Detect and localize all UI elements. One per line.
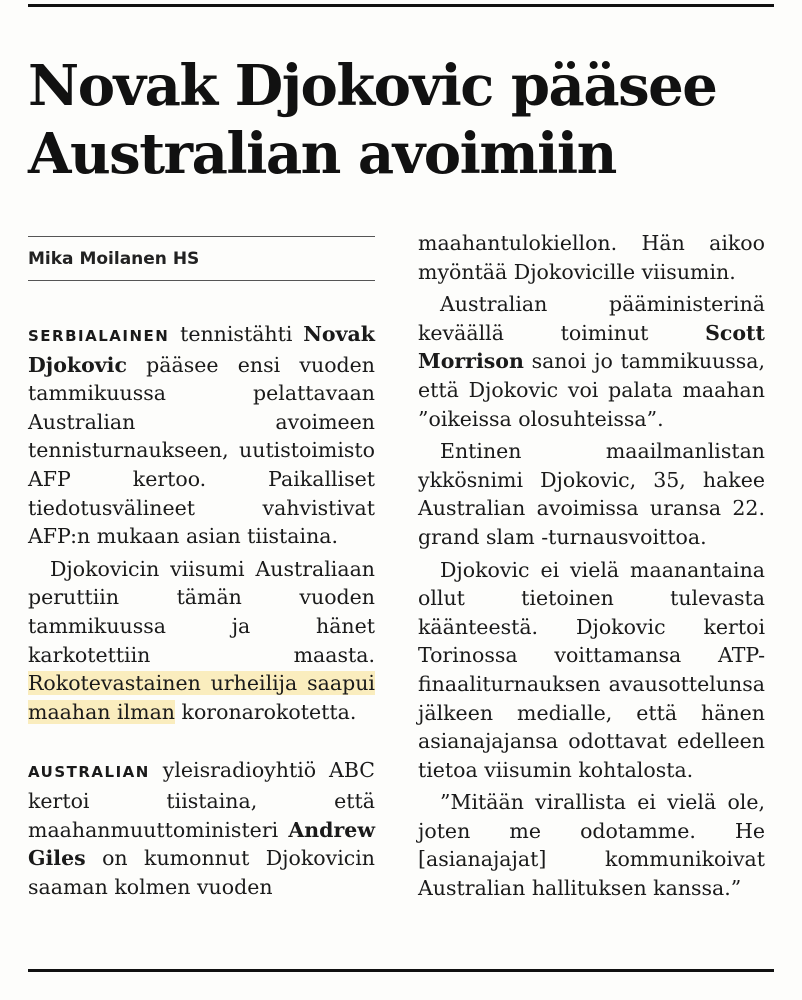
paragraph-5: Australian pääministerinä keväällä toiminut Scott Morrison sanoi jo tammikuussa, että Djokovic voi palata maahan ”oikeissa olosuhteissa”. xyxy=(418,292,765,431)
name-novak-djokovic: Novak Djokovic xyxy=(28,322,375,377)
paragraph-6: Entinen maailmanlistan ykkösnimi Djokovic, 35, hakee Australian avoimissa uransa 22. grand slam -turnausvoittoa. xyxy=(418,439,765,549)
headline: Novak Djokovic pääsee Australian avoimiin xyxy=(28,53,717,187)
bottom-rule xyxy=(28,969,774,972)
name-andrew-giles: Andrew Giles xyxy=(28,817,375,871)
paragraph-2: Djokovicin viisumi Australiaan peruttiin tämän vuoden tammikuussa ja hänet karkotettiin maasta. Rokotevastainen urheilija saapui maahan ilman koronarokotetta. xyxy=(28,556,375,724)
paragraph-4: maahantulokiellon. Hän aikoo myöntää Djokovicille viisumin. xyxy=(418,231,765,284)
top-rule xyxy=(28,4,774,7)
kicker-australian: AUSTRALIAN xyxy=(28,763,150,782)
byline-top-rule xyxy=(28,236,375,237)
paragraph-7: Djokovic ei vielä maanantaina ollut tietoinen tulevasta käänteestä. Djokovic kertoi Torinossa voittamansa ATP-finaaliturnauksen avausottelunsa jälkeen medialle, että hänen asianajajansa odottavat edelleen tietoa viisumin kohtalosta. xyxy=(418,557,765,782)
byline-bottom-rule xyxy=(28,280,375,281)
kicker-serbialainen: SERBIALAINEN xyxy=(28,327,170,345)
paragraph-3: AUSTRALIAN yleisradioyhtiö ABC kertoi tiistaina, että maahanmuuttoministeri Andrew Giles on kumonnut Djokovicin saaman kolmen vuoden xyxy=(28,758,375,899)
right-column xyxy=(418,229,765,903)
highlighted-text: Rokotevastainen urheilija saapui maahan ilman xyxy=(28,671,375,724)
left-column xyxy=(28,320,375,901)
paragraph-1: SERBIALAINEN tennistähti Novak Djokovic pääsee ensi vuoden tammikuussa pelattavaan Australian avoimeen tennisturnaukseen, uutistoimisto AFP kertoo. Paikalliset tiedotusvälineet vahvistivat AFP:n mukaan asian tiistaina. xyxy=(28,322,375,549)
byline: Mika Moilanen HS xyxy=(28,249,200,269)
paragraph-8: ”Mitään virallista ei vielä ole, joten me odotamme. He [asianajajat] kommunikoivat Australian hallituksen kanssa.” xyxy=(418,790,765,901)
name-scott-morrison: Scott Morrison xyxy=(418,320,765,374)
